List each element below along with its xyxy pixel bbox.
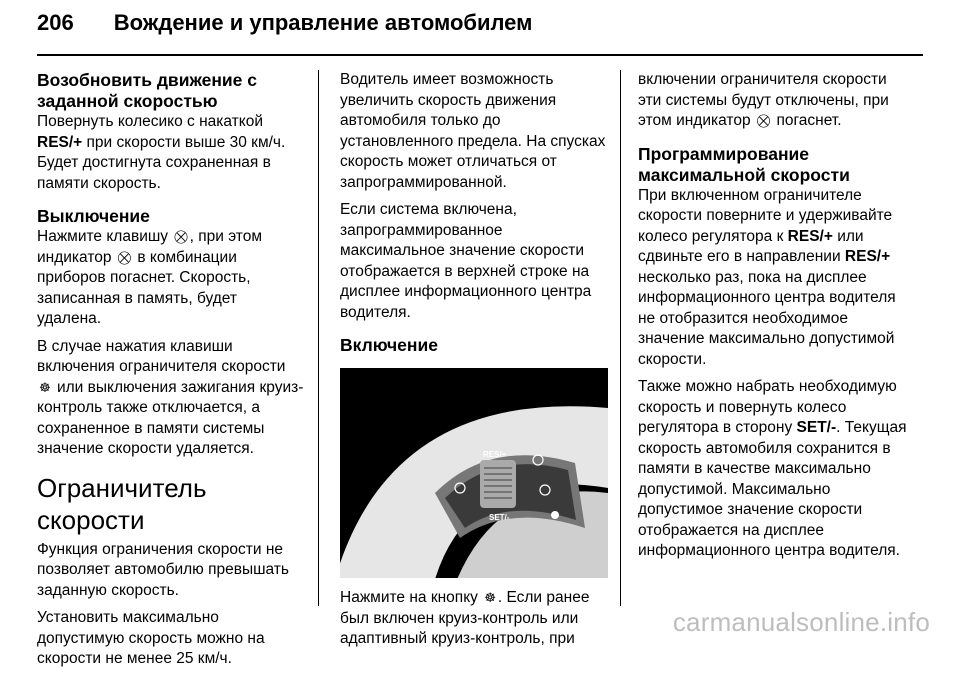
paragraph-off: Нажмите клавишу ⛒ , при этом индикатор ⛒ в комбинации приборов погаснет. Скорость, записанная в память, будет удалена. [37, 228, 262, 327]
heading-resume: Возобновить движение с заданной скоростью [37, 70, 258, 111]
heading-limiter: Ограничитель скорости [37, 472, 207, 535]
page-number: 206 [37, 10, 74, 35]
heading-off: Выключение [37, 206, 150, 226]
paragraph-resume: Повернуть колесико с накаткой RES/+ при скорости выше 30 км/ч. Будет достигнута сохраненная в памяти скорость. [37, 113, 286, 192]
column-1 [37, 70, 305, 677]
paragraph-limiter-1: Функция ограничения скорости не позволяет автомобилю превышать заданную скорость. [37, 540, 289, 599]
heading-on: Включение [340, 335, 438, 355]
cruise-control-icon: ⛒ [117, 249, 132, 265]
speed-limiter-icon: ☸ [484, 590, 496, 605]
steering-wheel-image [340, 368, 608, 578]
column-3 [638, 70, 908, 569]
wheel-set-label: SET/- [489, 513, 510, 522]
paragraph-col2-3: Нажмите на кнопку ☸ . Если ранее был включен круиз-контроль или адаптивный круиз-контроль, при [340, 589, 590, 647]
cruise-control-icon: ⛒ [756, 113, 771, 128]
paragraph-col2-2: Если система включена, запрограммированное максимальное значение скорости отображается в верхней строке на дисплее информационного центра водителя. [340, 201, 592, 321]
column-divider [318, 70, 319, 606]
page-header [37, 10, 532, 40]
header-rule [37, 54, 923, 56]
page-title: Вождение и управление автомобилем [113, 10, 533, 35]
paragraph-col3-1: включении ограничителя скорости эти системы будут отключены, при этом индикатор ⛒ погаснет. [638, 70, 908, 132]
paragraph-col3-3: Также можно набрать необходимую скорость и повернуть колесо регулятора в сторону SET/-. Текущая скорость автомобиля сохранится в памяти в качестве максимально допустимой. Максимально допустимое значение скорости отображается на дисплее информационного центра водителя. [638, 378, 907, 559]
speed-limiter-icon: ☸ [39, 379, 51, 395]
heading-programming: Программирование максимальной скорости [638, 143, 850, 185]
paragraph-col2-1: Водитель имеет возможность увеличить скорость движения автомобиля только до установленного предела. На спусках скорость может отличаться от запрограммированной. [340, 71, 606, 191]
column-2 [340, 70, 608, 657]
column-divider [620, 70, 621, 606]
paragraph-off-2: В случае нажатия клавиши включения ограничителя скорости ☸ или выключения зажигания круиз-контроль также отключается, а сохраненное в памяти системы значение скорости удаляется. [37, 337, 304, 457]
wheel-res-label: RES/+ [483, 450, 507, 459]
paragraph-limiter-2: Установить максимально допустимую скорость можно на скорости не менее 25 км/ч. [37, 609, 265, 667]
paragraph-col3-2: При включенном ограничителе скорости поверните и удерживайте колесо регулятора к RES/+ или сдвиньте его в направлении RES/+ несколько раз, пока на дисплее информационного центра водителя не отобразится необходимое значение максимально допустимой скорости. [638, 186, 896, 368]
watermark: carmanualsonline.info [672, 607, 930, 637]
cruise-control-icon: ⛒ [174, 229, 188, 244]
